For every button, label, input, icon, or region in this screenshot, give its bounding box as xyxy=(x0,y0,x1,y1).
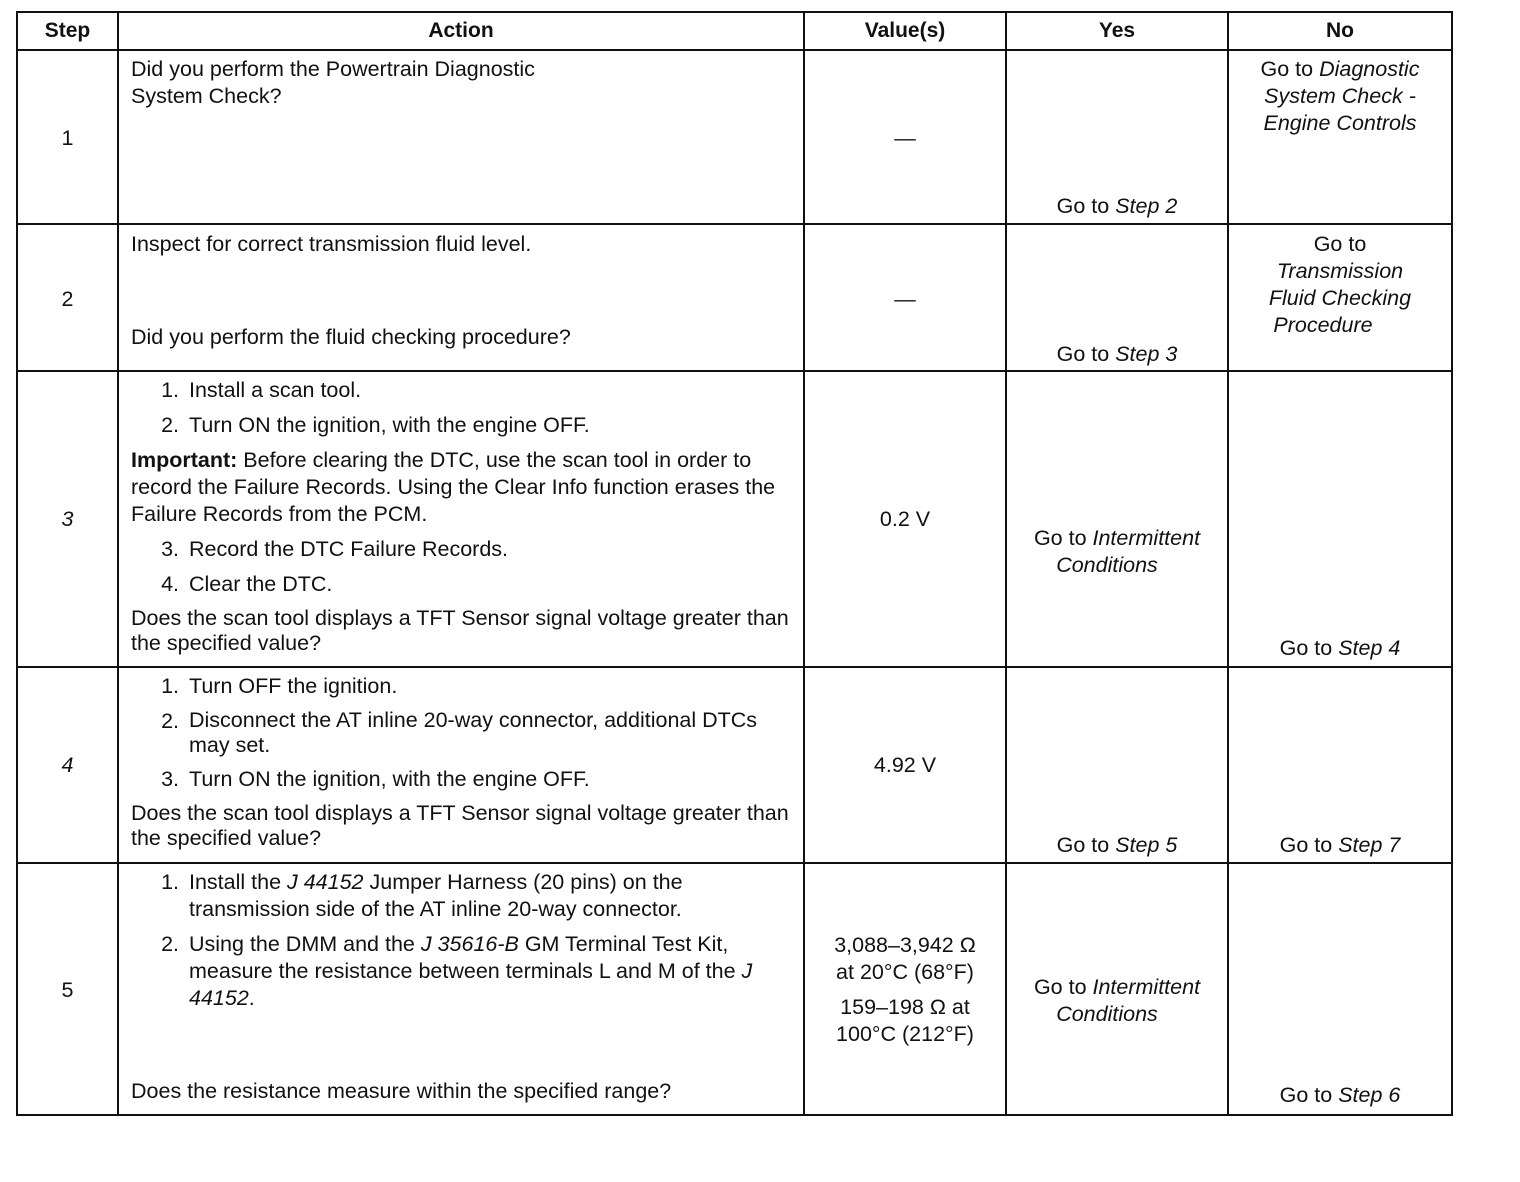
value-cell xyxy=(804,863,1006,1115)
step-cell xyxy=(17,667,118,863)
step-cell xyxy=(17,224,118,371)
yes-cell xyxy=(1006,224,1228,371)
action-text: System Check? xyxy=(131,84,282,108)
step-number: 1 xyxy=(61,126,74,150)
yes-link: Go to Step 2 xyxy=(1056,194,1178,218)
no-cell xyxy=(1228,224,1452,371)
header-values: Value(s) xyxy=(804,12,1006,50)
table-row xyxy=(17,50,1452,224)
action-question: Does the scan tool displays a TFT Sensor signal voltage greater than the specified value? xyxy=(131,801,789,850)
diagnostic-table xyxy=(16,11,1453,1116)
yes-cell xyxy=(1006,50,1228,224)
important-note: Important: Before clearing the DTC, use the scan tool in order to record the Failure Records. Using the Clear Info function erases the Failure Records from the PCM. xyxy=(131,448,776,526)
no-link: Go to Diagnostic System Check - Engine Controls xyxy=(1260,57,1420,135)
value-text: — xyxy=(894,287,916,311)
action-question: Did you perform the fluid checking procedure? xyxy=(131,325,571,349)
header-action: Action xyxy=(118,12,804,50)
header-no: No xyxy=(1228,12,1452,50)
value-cell xyxy=(804,371,1006,667)
table-row xyxy=(17,667,1452,863)
action-text: Did you perform the Powertrain Diagnostic xyxy=(131,57,535,81)
yes-cell xyxy=(1006,371,1228,667)
value-text: 3,088–3,942 Ω at 20°C (68°F) 159–198 Ω at 100°C (212°F) xyxy=(834,933,976,1046)
list-item: 4. Clear the DTC. xyxy=(161,572,333,596)
list-item: 2. Disconnect the AT inline 20-way connector, additional DTCs may set. xyxy=(161,708,758,757)
list-item: 3. Turn ON the ignition, with the engine OFF. xyxy=(161,767,590,791)
action-cell xyxy=(118,50,804,224)
table-row xyxy=(17,371,1452,667)
action-cell xyxy=(118,371,804,667)
table-row xyxy=(17,224,1452,371)
action-question: Does the scan tool displays a TFT Sensor signal voltage greater than the specified value? xyxy=(131,606,789,655)
step-number: 5 xyxy=(61,978,74,1002)
table-row xyxy=(17,863,1452,1115)
header-row xyxy=(17,12,1452,50)
step-cell xyxy=(17,863,118,1115)
action-question: Does the resistance measure within the specified range? xyxy=(131,1079,672,1103)
list-item: 1. Install a scan tool. xyxy=(161,378,362,402)
value-text: 0.2 V xyxy=(879,507,931,531)
step-cell xyxy=(17,371,118,667)
yes-link: Go to Step 3 xyxy=(1056,342,1178,366)
yes-link: Go to Step 5 xyxy=(1056,833,1178,857)
header-step: Step xyxy=(17,12,118,50)
step-number: 2 xyxy=(61,287,74,311)
value-text: — xyxy=(894,126,916,150)
yes-cell xyxy=(1006,863,1228,1115)
header-yes: Yes xyxy=(1006,12,1228,50)
action-cell xyxy=(118,667,804,863)
action-steps xyxy=(131,536,795,598)
no-cell xyxy=(1228,371,1452,667)
no-cell xyxy=(1228,667,1452,863)
action-steps xyxy=(131,377,795,439)
action-cell xyxy=(118,224,804,371)
list-item: 3. Record the DTC Failure Records. xyxy=(161,537,509,561)
no-link: Go to Step 6 xyxy=(1279,1083,1401,1107)
value-cell xyxy=(804,224,1006,371)
list-item: 1. Install the J 44152 Jumper Harness (20 pins) on the transmission side of the AT inline 20-way connector. xyxy=(161,870,683,921)
yes-link: Go to Intermittent Conditions xyxy=(1033,526,1201,577)
no-link: Go to Step 7 xyxy=(1279,833,1401,857)
step-cell xyxy=(17,50,118,224)
action-steps xyxy=(131,869,795,1012)
list-item: 1. Turn OFF the ignition. xyxy=(161,674,398,698)
step-number: 4 xyxy=(61,753,74,777)
no-link: Go to Transmission Fluid Checking Procedure xyxy=(1268,232,1412,337)
no-cell xyxy=(1228,863,1452,1115)
value-text: 4.92 V xyxy=(873,753,937,777)
no-cell xyxy=(1228,50,1452,224)
yes-cell xyxy=(1006,667,1228,863)
list-item: 2. Using the DMM and the J 35616-B GM Terminal Test Kit, measure the resistance between terminals L and M of the J 44152. xyxy=(161,932,753,1010)
yes-link: Go to Intermittent Conditions xyxy=(1033,975,1201,1026)
action-steps xyxy=(131,673,795,793)
value-cell xyxy=(804,667,1006,863)
no-link: Go to Step 4 xyxy=(1279,636,1401,660)
action-cell xyxy=(118,863,804,1115)
list-item: 2. Turn ON the ignition, with the engine OFF. xyxy=(161,413,590,437)
value-cell xyxy=(804,50,1006,224)
action-text: Inspect for correct transmission fluid level. xyxy=(131,232,532,256)
step-number: 3 xyxy=(61,507,74,531)
